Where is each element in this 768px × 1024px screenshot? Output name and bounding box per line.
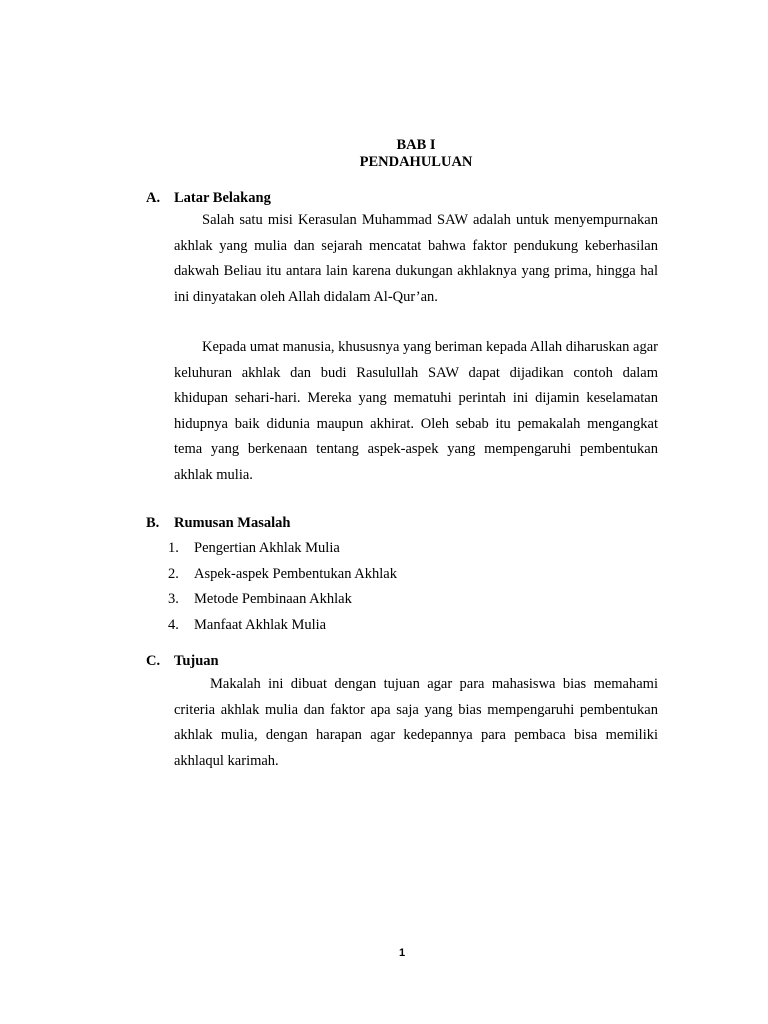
- section-title: Tujuan: [174, 653, 219, 669]
- list-item-number: 1.: [168, 540, 179, 556]
- section-letter: A.: [146, 190, 161, 206]
- list-item-number: 3.: [168, 591, 179, 607]
- list-item-text: Aspek-aspek Pembentukan Akhlak: [194, 565, 397, 582]
- chapter-number: BAB I: [396, 137, 436, 153]
- section-heading-rumusan-masalah: [146, 513, 290, 533]
- list-item-text: Pengertian Akhlak Mulia: [194, 540, 340, 556]
- list-item: [168, 613, 397, 639]
- section-title: Rumusan Masalah: [174, 515, 291, 531]
- section-letter: B.: [146, 515, 160, 531]
- list-item-text: Manfaat Akhlak Mulia: [194, 616, 327, 633]
- list-item-number: 2.: [168, 565, 179, 582]
- section-heading-tujuan: [146, 651, 219, 671]
- page-number: 1: [398, 947, 406, 959]
- list-item-text: Metode Pembinaan Akhlak: [194, 591, 352, 607]
- list-item: [168, 536, 397, 562]
- section-letter: C.: [146, 653, 161, 669]
- rumusan-masalah-list: [168, 536, 397, 638]
- paragraph-latar-belakang-2: Kepada umat manusia, khususnya yang beriman kepada Allah diharuskan agar keluhuran akhlak dan budi Rasulullah SAW dapat dijadikan contoh dalam khidupan sehari-hari. Mereka yang mematuhi perintah ini dijamin keselamatan hidupnya baik didunia maupun akhirat. Oleh sebab itu pemakalah mengangkat tema yang berkenaan tentang aspek-aspek yang mempengaruhi pembentukan akhlak mulia.: [174, 339, 658, 483]
- list-item-number: 4.: [168, 616, 179, 633]
- section-title: Latar Belakang: [174, 190, 271, 206]
- list-item: [168, 587, 397, 613]
- paragraph-latar-belakang-1: Salah satu misi Kerasulan Muhammad SAW adalah untuk menyempurnakan akhlak yang mulia dan sejarah mencatat bahwa faktor pendukung keberhasilan dakwah Beliau itu antara lain karena dukungan akhlaknya yang prima, hingga hal ini dinyatakan oleh Allah didalam Al-Qur’an.: [174, 212, 658, 305]
- paragraph-tujuan-1: Makalah ini dibuat dengan tujuan agar para mahasiswa bias memahami criteria akhlak mulia dan faktor apa saja yang bias mempengaruhi pembentukan akhlak mulia, dengan harapan agar kedepannya para pembaca bisa memiliki akhlaqul karimah.: [174, 676, 658, 769]
- section-heading-latar-belakang: [146, 188, 271, 208]
- list-item: [168, 562, 397, 588]
- chapter-title: PENDAHULUAN: [359, 154, 473, 170]
